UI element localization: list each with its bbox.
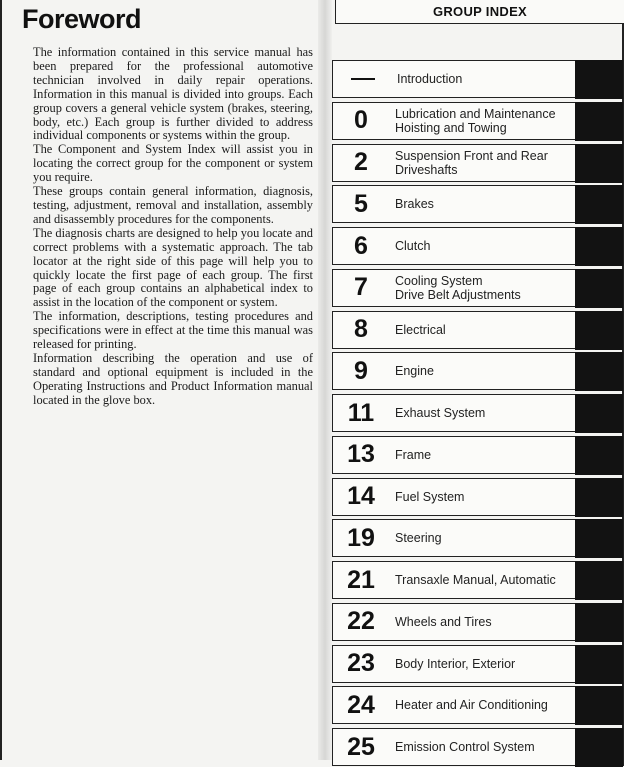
group-tab-label: Introduction xyxy=(397,72,463,86)
group-tab-label: Frame xyxy=(395,447,432,462)
foreword-paragraph: The information contained in this service manual has been prepared for the professional automotive technician involved in daily repair operations. Information in this manual is divided into groups. Each group covers a general vehicle system (brakes, steering, body, etc.) Each group is further divided to address individual components or systems within the group. xyxy=(33,45,313,143)
tab-marker xyxy=(575,394,623,433)
page-fold-shadow xyxy=(318,0,332,760)
group-tab[interactable] xyxy=(332,102,624,140)
group-tab-label: Lubrication and Maintenance Hoisting and Towing xyxy=(395,106,556,135)
group-tab[interactable] xyxy=(332,561,624,599)
group-tab-label: Steering xyxy=(395,531,442,546)
tab-marker xyxy=(575,269,623,308)
group-tab-number: 25 xyxy=(347,732,375,761)
group-tab[interactable] xyxy=(332,728,624,766)
group-tab-label: Engine xyxy=(395,364,434,379)
group-tab[interactable] xyxy=(332,311,624,349)
group-tab[interactable] xyxy=(332,352,624,390)
tab-marker xyxy=(575,60,623,99)
tab-marker xyxy=(575,645,623,684)
tab-marker xyxy=(575,603,623,642)
tab-marker xyxy=(575,102,623,141)
foreword-paragraph: The Component and System Index will assist you in locating the correct group for the component or system you require. xyxy=(33,142,313,185)
tab-marker xyxy=(575,436,623,475)
tab-marker xyxy=(575,352,623,391)
group-tab[interactable] xyxy=(332,144,624,182)
tab-marker xyxy=(575,478,623,517)
group-tab-number: 22 xyxy=(347,607,375,636)
tab-marker xyxy=(575,144,623,183)
group-tab-label: Heater and Air Conditioning xyxy=(395,698,548,713)
tab-marker xyxy=(575,519,623,558)
group-tab-number: 23 xyxy=(347,649,375,677)
group-tab[interactable] xyxy=(332,436,624,474)
group-tab-number: 2 xyxy=(354,148,368,176)
group-tab-label: Clutch xyxy=(395,239,431,253)
group-tab[interactable] xyxy=(332,478,624,516)
tab-marker xyxy=(575,686,623,725)
group-tab-label: Fuel System xyxy=(395,489,465,504)
group-tab-number: 24 xyxy=(347,690,375,719)
group-index-tabs xyxy=(332,60,624,760)
group-tab[interactable] xyxy=(332,394,624,432)
group-tab-label: Electrical xyxy=(395,322,446,337)
group-tab[interactable] xyxy=(332,185,624,223)
foreword-paragraph: The diagnosis charts are designed to help you locate and correct problems with a systematic approach. The tab locator at the right side of this page will help you to quickly locate the first page of each group. The first page of each group contains an alphabetical index to assist in the location of the component or system. xyxy=(33,225,313,310)
group-tab[interactable] xyxy=(332,603,624,641)
foreword-paragraph: Information describing the operation and use of standard and optional equipment is included in the Operating Instructions and Product Information manual located in the glove box. xyxy=(33,350,313,407)
foreword-text xyxy=(33,46,313,408)
group-tab-label: Cooling System Drive Belt Adjustments xyxy=(395,273,521,302)
group-tab-number: 9 xyxy=(354,356,368,385)
tab-marker xyxy=(575,728,623,767)
group-tab-number: 14 xyxy=(347,482,375,510)
group-index-header: GROUP INDEX xyxy=(335,0,624,24)
group-tab-number: 6 xyxy=(354,231,368,260)
tab-marker xyxy=(575,227,623,266)
group-tab-label: Body Interior, Exterior xyxy=(395,656,516,671)
tab-marker xyxy=(575,185,623,224)
group-tab[interactable] xyxy=(332,645,624,683)
group-tab-label: Suspension Front and Rear Driveshafts xyxy=(395,148,548,177)
dash-icon xyxy=(351,78,375,80)
tab-marker xyxy=(575,561,623,600)
foreword-paragraph: The information, descriptions, testing procedures and specifications were in effect at the time this manual was released for printing. xyxy=(33,309,313,352)
group-tab-label: Wheels and Tires xyxy=(395,614,492,629)
group-tab[interactable] xyxy=(332,686,624,724)
page-title: Foreword xyxy=(22,4,142,34)
group-tab-label: Transaxle Manual, Automatic xyxy=(395,573,556,587)
group-tab[interactable] xyxy=(332,269,624,307)
group-tab-label: Exhaust System xyxy=(395,406,486,420)
group-tab-number: 11 xyxy=(347,398,375,427)
group-tab-number: 8 xyxy=(354,315,368,343)
group-tab-number: 19 xyxy=(347,523,375,552)
group-tab[interactable] xyxy=(332,60,624,98)
group-tab-number: 21 xyxy=(347,565,375,594)
group-tab-number: 7 xyxy=(354,273,368,302)
group-tab-number: 0 xyxy=(354,106,368,135)
group-tab[interactable] xyxy=(332,519,624,557)
group-tab-label: Brakes xyxy=(395,197,434,212)
tab-marker xyxy=(575,311,623,350)
group-tab-label: Emission Control System xyxy=(395,740,535,754)
group-tab-number: 13 xyxy=(347,440,375,469)
group-tab[interactable] xyxy=(332,227,624,265)
foreword-paragraph: These groups contain general information, diagnosis, testing, adjustment, removal and installation, assembly and disassembly procedures for the components. xyxy=(33,184,313,226)
group-tab-number: 5 xyxy=(354,189,368,218)
